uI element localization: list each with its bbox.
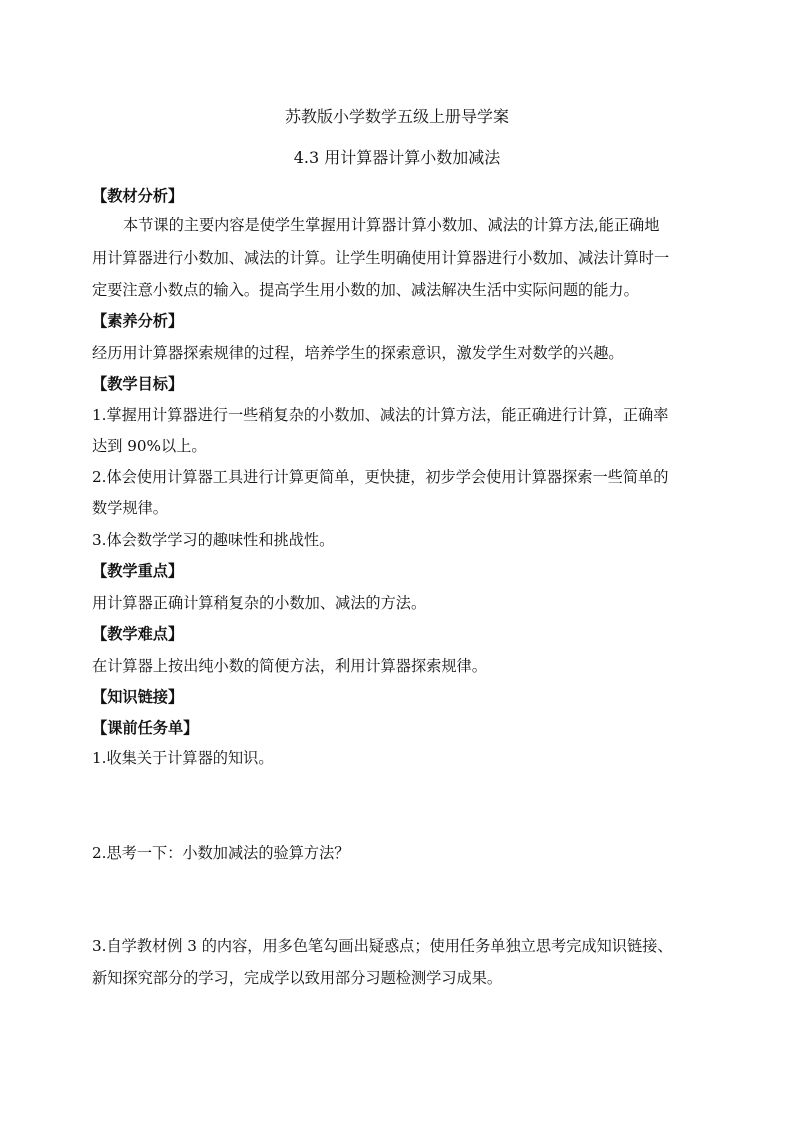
key-text: 用计算器正确计算稍复杂的小数加、减法的方法。 (92, 594, 427, 612)
goal-2-line-1: 2.体会使用计算器工具进行计算更简单，更快捷，初步学会使用计算器探索一些简单的 (92, 468, 669, 486)
task-3-line-1: 3.自学教材例 3 的内容，用多色笔勾画出疑惑点；使用任务单独立思考完成知识链接、 (92, 937, 673, 955)
task-3-line-2: 新知探究部分的学习，完成学以致用部分习题检测学习成果。 (92, 969, 503, 987)
literacy-heading: 【素养分析】 (92, 312, 184, 330)
analysis-line-2: 用计算器进行小数加、减法的计算。让学生明确使用计算器进行小数加、减法计算时一 (92, 249, 670, 267)
key-heading: 【教学重点】 (92, 562, 184, 580)
literacy-text: 经历用计算器探索规律的过程，培养学生的探索意识，激发学生对数学的兴趣。 (92, 344, 624, 362)
lesson-title: 4.3 用计算器计算小数加减法 (293, 148, 501, 167)
goal-1-line-1: 1.掌握用计算器进行一些稍复杂的小数加、减法的计算方法，能正确进行计算，正确率 (92, 406, 669, 424)
task-1: 1.收集关于计算器的知识。 (92, 749, 274, 767)
goal-2-line-2: 数学规律。 (92, 499, 168, 517)
goal-3: 3.体会数学学习的趣味性和挑战性。 (92, 531, 335, 549)
link-heading: 【知识链接】 (92, 688, 184, 706)
difficulty-text: 在计算器上按出纯小数的简便方法，利用计算器探索规律。 (92, 657, 487, 675)
goal-1-line-2: 达到 90%以上。 (92, 437, 207, 455)
analysis-line-1: 本节课的主要内容是使学生掌握用计算器计算小数加、减法的计算方法,能正确地 (123, 216, 660, 234)
analysis-heading: 【教材分析】 (92, 187, 184, 205)
document-title: 苏教版小学数学五级上册导学案 (284, 107, 509, 126)
task-2: 2.思考一下：小数加减法的验算方法？ (92, 844, 350, 862)
goals-heading: 【教学目标】 (92, 375, 184, 393)
analysis-line-3: 定要注意小数点的输入。提高学生用小数的加、减法解决生活中实际问题的能力。 (92, 281, 639, 299)
task-heading: 【课前任务单】 (92, 719, 199, 737)
difficulty-heading: 【教学难点】 (92, 625, 184, 643)
